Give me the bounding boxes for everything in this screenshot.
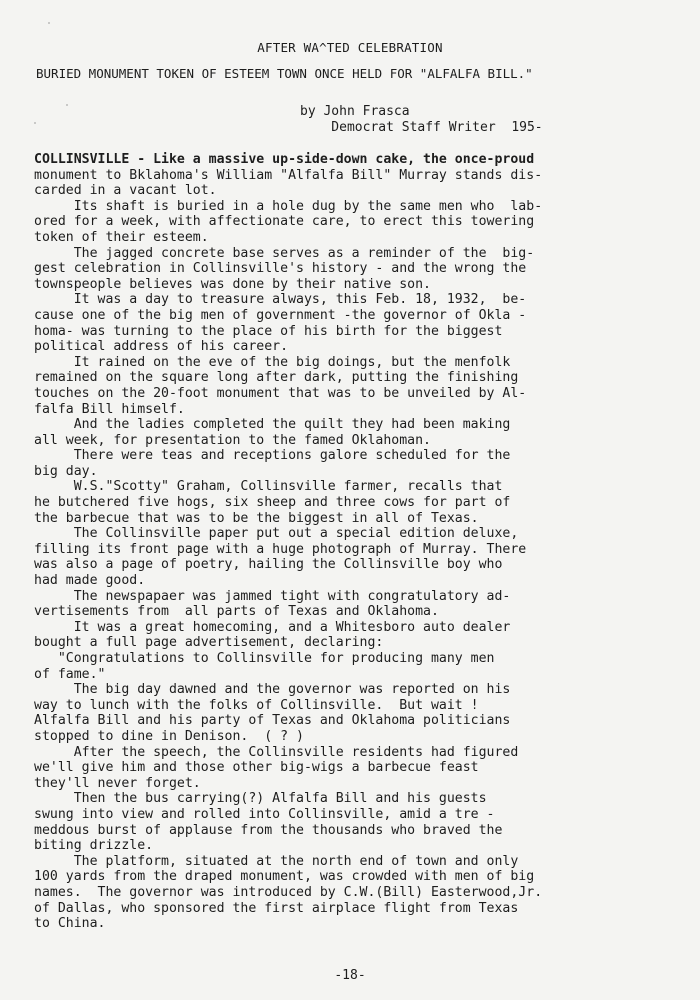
body-line: was also a page of poetry, hailing the Collinsville boy who [34, 557, 503, 573]
body-line: It rained on the eve of the big doings, but the menfolk [34, 354, 511, 370]
body-line: The platform, situated at the north end of town and only [34, 853, 519, 869]
body-line: The big day dawned and the governor was reported on his [34, 682, 511, 698]
body-line: W.S."Scotty" Graham, Collinsville farmer, recalls that [34, 479, 503, 495]
article-body [34, 152, 674, 932]
body-line: remained on the square long after dark, putting the finishing [34, 370, 519, 386]
body-line: of Dallas, who sponsored the first airplace flight from Texas [34, 900, 519, 916]
body-line: bought a full page advertisement, declaring: [34, 635, 384, 651]
body-line: After the speech, the Collinsville residents had figured [34, 744, 519, 760]
body-line: monument to Bklahoma's William "Alfalfa Bill" Murray stands dis- [34, 167, 543, 183]
byline-role: Democrat Staff Writer 195- [300, 120, 543, 135]
body-line: The newspapaer was jammed tight with congratulatory ad- [34, 588, 511, 604]
body-line: It was a day to treasure always, this Feb. 18, 1932, be- [34, 292, 527, 308]
body-line: townspeople believes was done by their native son. [34, 276, 431, 292]
body-line: big day. [34, 463, 98, 479]
body-line: The jagged concrete base serves as a reminder of the big- [34, 245, 535, 261]
body-line: all week, for presentation to the famed Oklahoman. [34, 432, 431, 448]
body-line: meddous burst of applause from the thousands who braved the [34, 822, 503, 838]
body-line: Alfalfa Bill and his party of Texas and Oklahoma politicians [34, 713, 511, 729]
body-line: gest celebration in Collinsville's history - and the wrong the [34, 261, 527, 277]
paper-speck [66, 104, 68, 106]
body-line: token of their esteem. [34, 229, 209, 245]
body-line: homa- was turning to the place of his birth for the biggest [34, 323, 503, 339]
body-line: we'll give him and those other big-wigs a barbecue feast [34, 760, 479, 776]
body-line: touches on the 20-foot monument that was to be unveiled by Al- [34, 385, 527, 401]
body-line: biting drizzle. [34, 838, 154, 854]
body-line: 100 yards from the draped monument, was crowded with men of big [34, 869, 535, 885]
body-line: the barbecue that was to be the biggest in all of Texas. [34, 510, 479, 526]
body-line: names. The governor was introduced by C.W.(Bill) Easterwood,Jr. [34, 884, 543, 900]
body-line: ored for a week, with affectionate care, to erect this towering [34, 214, 535, 230]
page-number: -18- [334, 968, 366, 983]
body-line: way to lunch with the folks of Collinsville. But wait ! [34, 697, 479, 713]
byline-author: by John Frasca [300, 104, 410, 119]
paper-speck [48, 22, 50, 24]
article-subtitle: BURIED MONUMENT TOKEN OF ESTEEM TOWN ONCE HELD FOR "ALFALFA BILL." [36, 66, 533, 81]
body-line: Then the bus carrying(?) Alfalfa Bill and his guests [34, 791, 487, 807]
body-line: Its shaft is buried in a hole dug by the same men who lab- [34, 198, 543, 214]
body-line: It was a great homecoming, and a Whitesboro auto dealer [34, 619, 511, 635]
body-line: filling its front page with a huge photograph of Murray. There [34, 541, 527, 557]
body-line: swung into view and rolled into Collinsville, amid a tre - [34, 806, 495, 822]
body-line: There were teas and receptions galore scheduled for the [34, 448, 511, 464]
body-line: political address of his career. [34, 339, 289, 355]
body-line: he butchered five hogs, six sheep and three cows for part of [34, 495, 511, 511]
body-line: COLLINSVILLE - Like a massive up-side-down cake, the once-proud [34, 152, 535, 167]
body-line: had made good. [34, 573, 146, 589]
body-line: they'll never forget. [34, 775, 201, 791]
byline [300, 104, 543, 136]
body-line: stopped to dine in Denison. ( ? ) [34, 728, 304, 744]
body-line: The Collinsville paper put out a special edition deluxe, [34, 526, 519, 542]
body-line: "Congratulations to Collinsville for producing many men [34, 651, 495, 666]
body-line: cause one of the big men of government -the governor of Okla - [34, 307, 527, 323]
body-line: of fame." [34, 666, 106, 682]
body-line: And the ladies completed the quilt they had been making [34, 417, 511, 433]
body-line: carded in a vacant lot. [34, 183, 217, 199]
body-line: falfa Bill himself. [34, 401, 185, 417]
paper-speck [34, 122, 36, 124]
article-title: AFTER WA^TED CELEBRATION [257, 40, 443, 55]
body-line: vertisements from all parts of Texas and Oklahoma. [34, 604, 439, 620]
body-line: to China. [34, 916, 106, 932]
